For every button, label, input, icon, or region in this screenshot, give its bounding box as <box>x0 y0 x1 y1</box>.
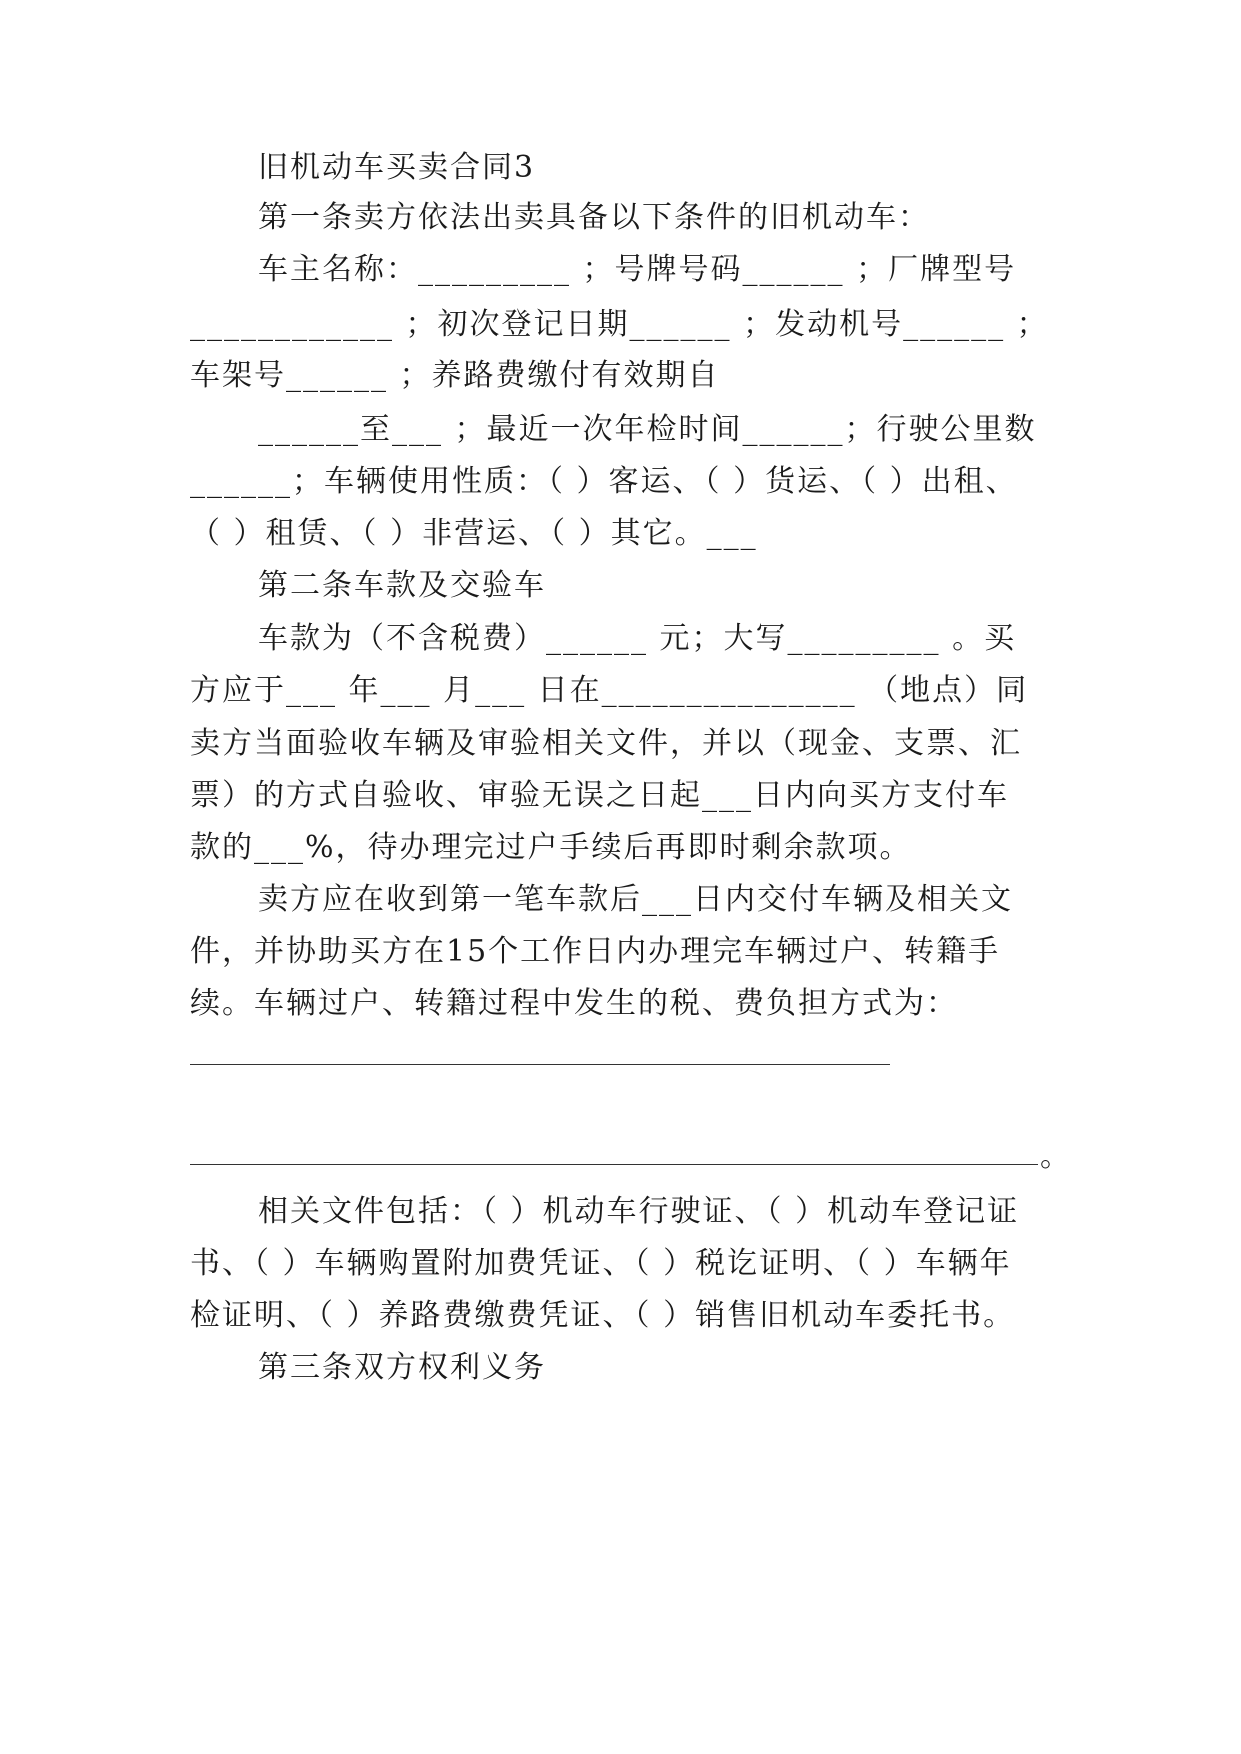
article-1-line: ______；车辆使用性质：（ ）客运、（ ）货运、（ ）出租、 <box>190 464 1018 499</box>
blank-line <box>190 1064 890 1065</box>
article-2-heading: 第二条车款及交验车 <box>258 568 546 603</box>
article-2-para3-line: 检证明、（ ）养路费缴费凭证、（ ）销售旧机动车委托书。 <box>190 1298 1016 1333</box>
article-1-line: 车架号______ ；养路费缴付有效期自 <box>190 358 720 393</box>
blank-end-mark: 。 <box>1040 1139 1070 1174</box>
article-2-para2-line: 卖方应在收到第一笔车款后___日内交付车辆及相关文 <box>258 882 1013 917</box>
article-3-heading: 第三条双方权利义务 <box>258 1350 546 1385</box>
article-1-line: ______至___ ；最近一次年检时间______；行驶公里数 <box>258 412 1037 447</box>
article-2-para3-line: 书、（ ）车辆购置附加费凭证、（ ）税讫证明、（ ）车辆年 <box>190 1246 1012 1281</box>
document-title: 旧机动车买卖合同3 <box>258 150 536 185</box>
article-2-para1-line: 款的___%，待办理完过户手续后再即时剩余款项。 <box>190 830 912 865</box>
article-2-para1-line: 车款为（不含税费）______ 元；大写_________ 。买 <box>258 621 1017 656</box>
article-2-para2-line: 件，并协助买方在15个工作日内办理完车辆过户、转籍手 <box>190 934 1001 969</box>
article-2-para1-line: 卖方当面验收车辆及审验相关文件，并以（现金、支票、汇 <box>190 726 1022 761</box>
article-1-line: 车主名称：_________ ；号牌号码______ ；厂牌型号 <box>258 252 1017 287</box>
article-1-line: ____________ ；初次登记日期______ ；发动机号______ ； <box>190 307 1049 342</box>
article-1-heading: 第一条卖方依法出卖具备以下条件的旧机动车： <box>258 200 930 235</box>
article-2-para1-line: 方应于___ 年___ 月___ 日在_______________ （地点）同 <box>190 673 1029 708</box>
article-2-para2-line: 续。车辆过户、转籍过程中发生的税、费负担方式为： <box>190 986 958 1021</box>
article-2-para3-line: 相关文件包括：（ ）机动车行驶证、（ ）机动车登记证 <box>258 1194 1020 1229</box>
article-2-para1-line: 票）的方式自验收、审验无误之日起___日内向买方支付车 <box>190 778 1009 813</box>
article-1-line: （ ）租赁、（ ）非营运、（ ）其它。___ <box>190 516 758 551</box>
blank-line <box>190 1164 1038 1165</box>
